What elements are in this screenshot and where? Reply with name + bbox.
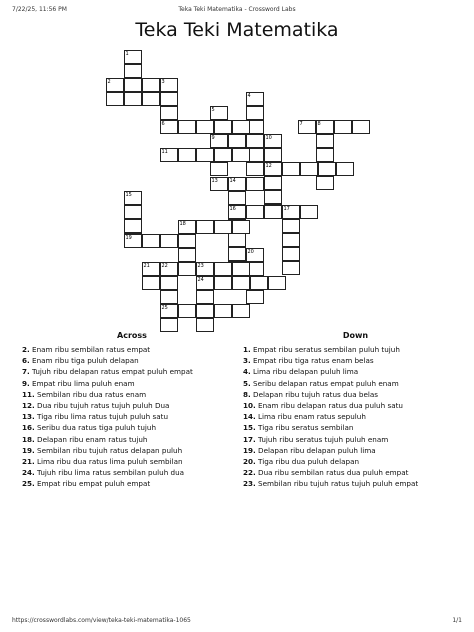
clue-number-label: 9 — [211, 135, 215, 141]
clue-number: 25. — [22, 479, 35, 489]
grid-cell[interactable] — [214, 304, 232, 318]
clue-text: Sembilan ribu tujuh ratus delapan puluh — [37, 445, 183, 455]
grid-cell[interactable] — [246, 106, 264, 120]
clue-number-label: 15 — [125, 192, 132, 198]
clue-number-label: 17 — [283, 206, 290, 212]
clue-text: Tujuh ribu seratus tujuh puluh enam — [258, 434, 389, 444]
clue-text: Tiga ribu dua puluh delapan — [258, 457, 360, 467]
grid-cell[interactable] — [196, 304, 214, 318]
grid-cell[interactable] — [160, 234, 178, 248]
grid-cell[interactable] — [124, 78, 142, 92]
clue-number-label: 18 — [179, 221, 186, 227]
clue-number: 21. — [22, 457, 35, 467]
clue-number-label: 7 — [299, 121, 303, 127]
down-clue — [243, 378, 468, 389]
clue-number: 14. — [243, 412, 256, 422]
down-heading: Down — [342, 331, 369, 340]
clue-number: 2. — [22, 345, 30, 354]
clue-number: 16. — [22, 423, 35, 433]
clue-number: 8. — [243, 389, 251, 399]
clue-text: Delapan ribu tujuh ratus dua belas — [253, 389, 379, 399]
grid-cell[interactable] — [214, 220, 232, 234]
footer-url: https://crosswordlabs.com/view/teka-teki-matematika-1065 — [12, 617, 191, 624]
grid-cell[interactable] — [106, 92, 124, 106]
grid-cell[interactable] — [178, 234, 196, 248]
clue-number: 18. — [22, 434, 35, 444]
down-clue — [243, 478, 468, 489]
grid-cell[interactable] — [214, 276, 232, 290]
clue-text: Enam ribu tiga puluh delapan — [32, 356, 139, 366]
across-clue — [22, 456, 242, 467]
grid-cell[interactable] — [178, 304, 196, 318]
clue-text: Delapan ribu delapan puluh lima — [258, 445, 376, 455]
grid-cell[interactable] — [264, 176, 282, 190]
clue-number: 23. — [243, 479, 256, 489]
grid-cell[interactable] — [282, 247, 300, 261]
clue-text: Lima ribu delapan puluh lima — [253, 367, 359, 377]
across-clue — [22, 400, 242, 411]
grid-cell[interactable] — [316, 148, 334, 162]
grid-cell[interactable] — [282, 162, 300, 176]
down-clues — [243, 331, 468, 490]
grid-cell[interactable] — [264, 205, 282, 219]
grid-cell[interactable] — [196, 318, 214, 332]
across-clues — [22, 331, 242, 490]
clue-number-label: 20 — [247, 249, 254, 255]
across-clue — [22, 478, 242, 489]
clue-number: 6. — [22, 356, 30, 366]
clue-text: Enam ribu sembilan ratus empat — [32, 345, 151, 354]
clue-number: 12. — [22, 401, 35, 411]
clue-number: 20. — [243, 457, 256, 467]
clue-number: 24. — [22, 468, 35, 478]
grid-cell[interactable] — [246, 162, 264, 176]
clue-number: 3. — [243, 356, 251, 366]
grid-cell[interactable] — [160, 106, 178, 120]
grid-cell[interactable] — [232, 262, 250, 276]
grid-cell[interactable] — [214, 120, 232, 134]
grid-cell[interactable] — [142, 92, 160, 106]
grid-cell[interactable] — [196, 148, 214, 162]
clue-text: Delapan ribu enam ratus tujuh — [37, 434, 148, 444]
clue-number: 19. — [22, 445, 35, 455]
grid-cell[interactable] — [124, 92, 142, 106]
grid-cell[interactable] — [282, 233, 300, 247]
down-clue — [243, 467, 468, 478]
across-clue — [22, 445, 242, 456]
across-clue — [22, 378, 242, 389]
grid-cell[interactable] — [282, 261, 300, 275]
clue-number: 9. — [22, 378, 30, 388]
grid-cell[interactable] — [228, 247, 246, 261]
across-clue — [22, 355, 242, 366]
grid-cell[interactable] — [300, 162, 318, 176]
clue-text: Sembilan ribu dua ratus enam — [37, 389, 147, 399]
across-clue — [22, 389, 242, 400]
grid-cell[interactable] — [250, 276, 268, 290]
grid-cell[interactable] — [246, 177, 264, 191]
down-clue — [243, 400, 468, 411]
clue-number: 5. — [243, 378, 251, 388]
print-page-title: Teka Teki Matematika - Crossword Labs — [178, 6, 296, 13]
grid-cell[interactable] — [178, 148, 196, 162]
clue-number-label: 5 — [211, 107, 215, 113]
grid-cell[interactable] — [142, 234, 160, 248]
grid-cell[interactable] — [124, 64, 142, 78]
clue-number-label: 1 — [125, 51, 129, 57]
across-clue — [22, 434, 242, 445]
clue-text: Empat ribu empat puluh empat — [37, 479, 151, 489]
grid-cell[interactable] — [228, 191, 246, 205]
across-clue — [22, 366, 242, 377]
clue-number: 7. — [22, 367, 30, 377]
clue-number-label: 24 — [197, 277, 204, 283]
down-clue — [243, 411, 468, 422]
grid-cell[interactable] — [210, 162, 228, 176]
across-heading: Across — [117, 331, 147, 340]
clue-number-label: 4 — [247, 93, 251, 99]
grid-cell[interactable] — [334, 120, 352, 134]
clue-number: 19. — [243, 445, 256, 455]
grid-cell[interactable] — [196, 120, 214, 134]
grid-cell[interactable] — [352, 120, 370, 134]
across-clue — [22, 344, 242, 355]
down-clue — [243, 434, 468, 445]
down-clue — [243, 389, 468, 400]
clue-text: Lima ribu dua ratus lima puluh sembilan — [37, 457, 183, 467]
clue-number: 10. — [243, 401, 256, 411]
grid-cell[interactable] — [142, 78, 160, 92]
grid-cell[interactable] — [124, 205, 142, 219]
grid-cell[interactable] — [246, 290, 264, 304]
clue-text: Empat ribu seratus sembilan puluh tujuh — [253, 345, 400, 354]
clue-number-label: 22 — [161, 263, 168, 269]
grid-cell[interactable] — [264, 148, 282, 162]
across-clue — [22, 467, 242, 478]
grid-cell[interactable] — [246, 205, 264, 219]
grid-cell[interactable] — [178, 262, 196, 276]
grid-cell[interactable] — [232, 220, 250, 234]
clue-number-label: 21 — [143, 263, 150, 269]
grid-cell[interactable] — [214, 262, 232, 276]
down-clue — [243, 456, 468, 467]
grid-cell[interactable] — [160, 318, 178, 332]
clue-number: 17. — [243, 434, 256, 444]
grid-cell[interactable] — [336, 162, 354, 176]
clue-text: Empat ribu lima puluh enam — [32, 378, 135, 388]
grid-cell[interactable] — [196, 290, 214, 304]
down-clue — [243, 344, 468, 355]
puzzle-title: Teka Teki Matematika — [135, 19, 339, 41]
clue-text: Tujuh ribu lima ratus sembilan puluh dua — [37, 468, 185, 478]
clue-number-label: 3 — [161, 79, 165, 85]
clue-text: Lima ribu enam ratus sepuluh — [258, 412, 366, 422]
grid-cell[interactable] — [228, 134, 246, 148]
grid-cell[interactable] — [282, 219, 300, 233]
clue-number: 22. — [243, 468, 256, 478]
grid-cell[interactable] — [178, 248, 196, 262]
clue-number-label: 23 — [197, 263, 204, 269]
grid-cell[interactable] — [246, 134, 264, 148]
clue-number-label: 2 — [107, 79, 111, 85]
grid-cell[interactable] — [318, 162, 336, 176]
clue-text: Sembilan ribu tujuh ratus tujuh puluh empat — [258, 479, 419, 489]
grid-cell[interactable] — [316, 176, 334, 190]
footer-page-number: 1/1 — [452, 617, 462, 624]
grid-cell[interactable] — [142, 276, 160, 290]
clue-number-label: 6 — [161, 121, 165, 127]
clue-number: 13. — [22, 412, 35, 422]
clue-number: 1. — [243, 345, 251, 354]
across-clue — [22, 411, 242, 422]
grid-cell[interactable] — [228, 233, 246, 247]
grid-cell[interactable] — [232, 276, 250, 290]
clue-text: Tiga ribu seratus sembilan — [258, 423, 354, 433]
clue-text: Tujuh ribu delapan ratus empat puluh empat — [32, 367, 193, 377]
clue-text: Seribu dua ratus tiga puluh tujuh — [37, 423, 156, 433]
clue-number-label: 11 — [161, 149, 168, 155]
clue-number-label: 16 — [229, 206, 236, 212]
grid-cell[interactable] — [300, 205, 318, 219]
down-clue — [243, 445, 468, 456]
grid-cell[interactable] — [316, 134, 334, 148]
grid-cell[interactable] — [160, 290, 178, 304]
clue-text: Enam ribu delapan ratus dua puluh satu — [258, 401, 403, 411]
clue-number-label: 10 — [265, 135, 272, 141]
grid-cell[interactable] — [232, 120, 250, 134]
grid-cell[interactable] — [160, 276, 178, 290]
clue-text: Dua ribu sembilan ratus dua puluh empat — [258, 468, 409, 478]
down-clue — [243, 355, 468, 366]
print-datetime: 7/22/25, 11:56 PM — [12, 6, 67, 13]
clue-number: 11. — [22, 389, 35, 399]
clue-text: Dua ribu tujuh ratus tujuh puluh Dua — [37, 401, 170, 411]
grid-cell[interactable] — [232, 304, 250, 318]
grid-cell[interactable] — [214, 148, 232, 162]
clue-number-label: 19 — [125, 235, 132, 241]
across-clue — [22, 422, 242, 433]
clue-number: 4. — [243, 367, 251, 377]
clue-number-label: 12 — [265, 163, 272, 169]
down-clue — [243, 422, 468, 433]
clue-text: Seribu delapan ratus empat puluh enam — [253, 378, 399, 388]
grid-cell[interactable] — [196, 220, 214, 234]
down-clue — [243, 366, 468, 377]
grid-cell[interactable] — [178, 120, 196, 134]
clue-number: 15. — [243, 423, 256, 433]
clue-text: Tiga ribu lima ratus tujuh puluh satu — [37, 412, 169, 422]
clue-number-label: 8 — [317, 121, 321, 127]
grid-cell[interactable] — [264, 190, 282, 204]
grid-cell[interactable] — [160, 92, 178, 106]
clue-number-label: 25 — [161, 305, 168, 311]
grid-cell[interactable] — [124, 219, 142, 233]
clue-number-label: 13 — [211, 178, 218, 184]
grid-cell[interactable] — [268, 276, 286, 290]
grid-cell[interactable] — [232, 148, 250, 162]
clue-number-label: 14 — [229, 178, 236, 184]
clue-text: Empat ribu tiga ratus enam belas — [253, 356, 374, 366]
